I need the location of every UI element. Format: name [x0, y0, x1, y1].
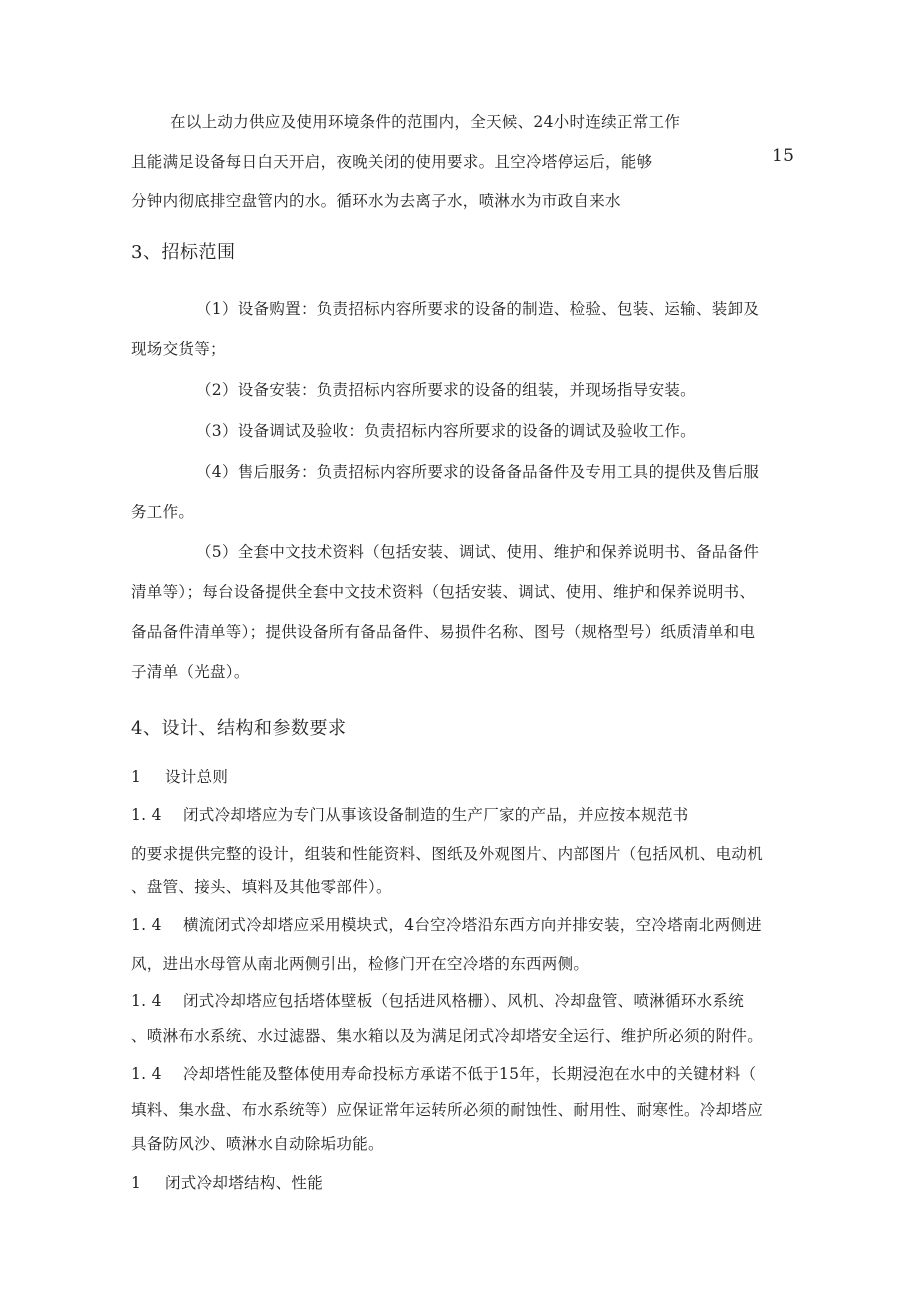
clause-4-line-3: 具备防风沙、喷淋水自动除垢功能。: [131, 1135, 384, 1153]
margin-number: 15: [772, 146, 795, 166]
subsection-title: 闭式冷却塔结构、性能: [165, 1174, 324, 1192]
subsection-number: 1: [131, 1174, 142, 1192]
scope-item-5-line-3: 备品备件清单等）；提供设备所有备品备件、易损件名称、图号（规格型号）纸质清单和电: [131, 623, 756, 641]
clause-3-line-1: [131, 989, 744, 1011]
section-3-heading: 3、招标范围: [131, 242, 236, 263]
clause-1-line-1: [131, 803, 689, 825]
clause-4-line-2: 填料、集水盘、布水系统等）应保证常年运转所必须的耐蚀性、耐用性、耐寒性。冷却塔应: [131, 1101, 764, 1119]
clause-number: 1. 4: [131, 1065, 162, 1083]
scope-item-1-line-1: （1）设备购置：负责招标内容所要求的设备的制造、检验、包装、运输、装卸及: [196, 300, 760, 318]
clause-1-line-3: 、盘管、接头、填料及其他零部件）。: [131, 878, 392, 896]
clause-text: 冷却塔性能及整体使用寿命投标方承诺不低于15年，长期浸泡在水中的关键材料（: [183, 1065, 757, 1083]
subsection-number: 1: [131, 768, 142, 786]
scope-item-5-line-4: 子清单（光盘）。: [131, 663, 250, 681]
clause-number: 1. 4: [131, 806, 162, 824]
scope-item-1-line-2: 现场交货等；: [131, 340, 226, 358]
clause-4-line-1: [131, 1062, 756, 1084]
clause-text: 闭式冷却塔应为专门从事该设备制造的生产厂家的产品，并应按本规范书: [183, 806, 689, 824]
subsection-structure-performance: [131, 1171, 323, 1193]
clause-text: 闭式冷却塔应包括塔体壁板（包括进风格栅）、风机、冷却盘管、喷淋循环水系统: [183, 992, 745, 1010]
scope-item-2: （2）设备安装：负责招标内容所要求的设备的组装，并现场指导安装。: [196, 381, 696, 399]
scope-item-4-line-2: 务工作。: [131, 503, 195, 521]
scope-item-4-line-1: （4）售后服务：负责招标内容所要求的设备备品备件及专用工具的提供及售后服: [196, 463, 760, 481]
section-4-heading: 4、设计、结构和参数要求: [131, 718, 347, 739]
clause-number: 1. 4: [131, 992, 162, 1010]
scope-item-5-line-1: （5）全套中文技术资料（包括安装、调试、使用、维护和保养说明书、备品备件: [196, 543, 760, 561]
clause-2-line-2: 风，进出水母管从南北两侧引出，检修门开在空冷塔的东西两侧。: [131, 955, 590, 973]
intro-line-3: 分钟内彻底排空盘管内的水。循环水为去离子水，喷淋水为市政自来水: [131, 192, 621, 210]
subsection-design-principles: [131, 765, 228, 787]
clause-3-line-2: 、喷淋布水系统、水过滤器、集水箱以及为满足闭式冷却塔安全运行、维护所必须的附件。: [131, 1027, 764, 1045]
clause-2-line-1: [131, 913, 762, 935]
scope-item-3: （3）设备调试及验收：负责招标内容所要求的设备的调试及验收工作。: [196, 422, 696, 440]
clause-1-line-2: 的要求提供完整的设计，组装和性能资料、图纸及外观图片、内部图片（包括风机、电动机: [131, 845, 764, 863]
scope-item-5-line-2: 清单等）；每台设备提供全套中文技术资料（包括安装、调试、使用、维护和保养说明书、: [131, 583, 756, 601]
intro-line-1: 在以上动力供应及使用环境条件的范围内，全天候、24小时连续正常工作: [170, 113, 681, 131]
subsection-title: 设计总则: [165, 768, 229, 786]
intro-line-2: 且能满足设备每日白天开启，夜晚关闭的使用要求。且空冷塔停运后，能够: [131, 153, 653, 171]
clause-number: 1. 4: [131, 916, 162, 934]
clause-text: 横流闭式冷却塔应采用模块式，4台空冷塔沿东西方向并排安装，空冷塔南北两侧进: [183, 916, 762, 934]
